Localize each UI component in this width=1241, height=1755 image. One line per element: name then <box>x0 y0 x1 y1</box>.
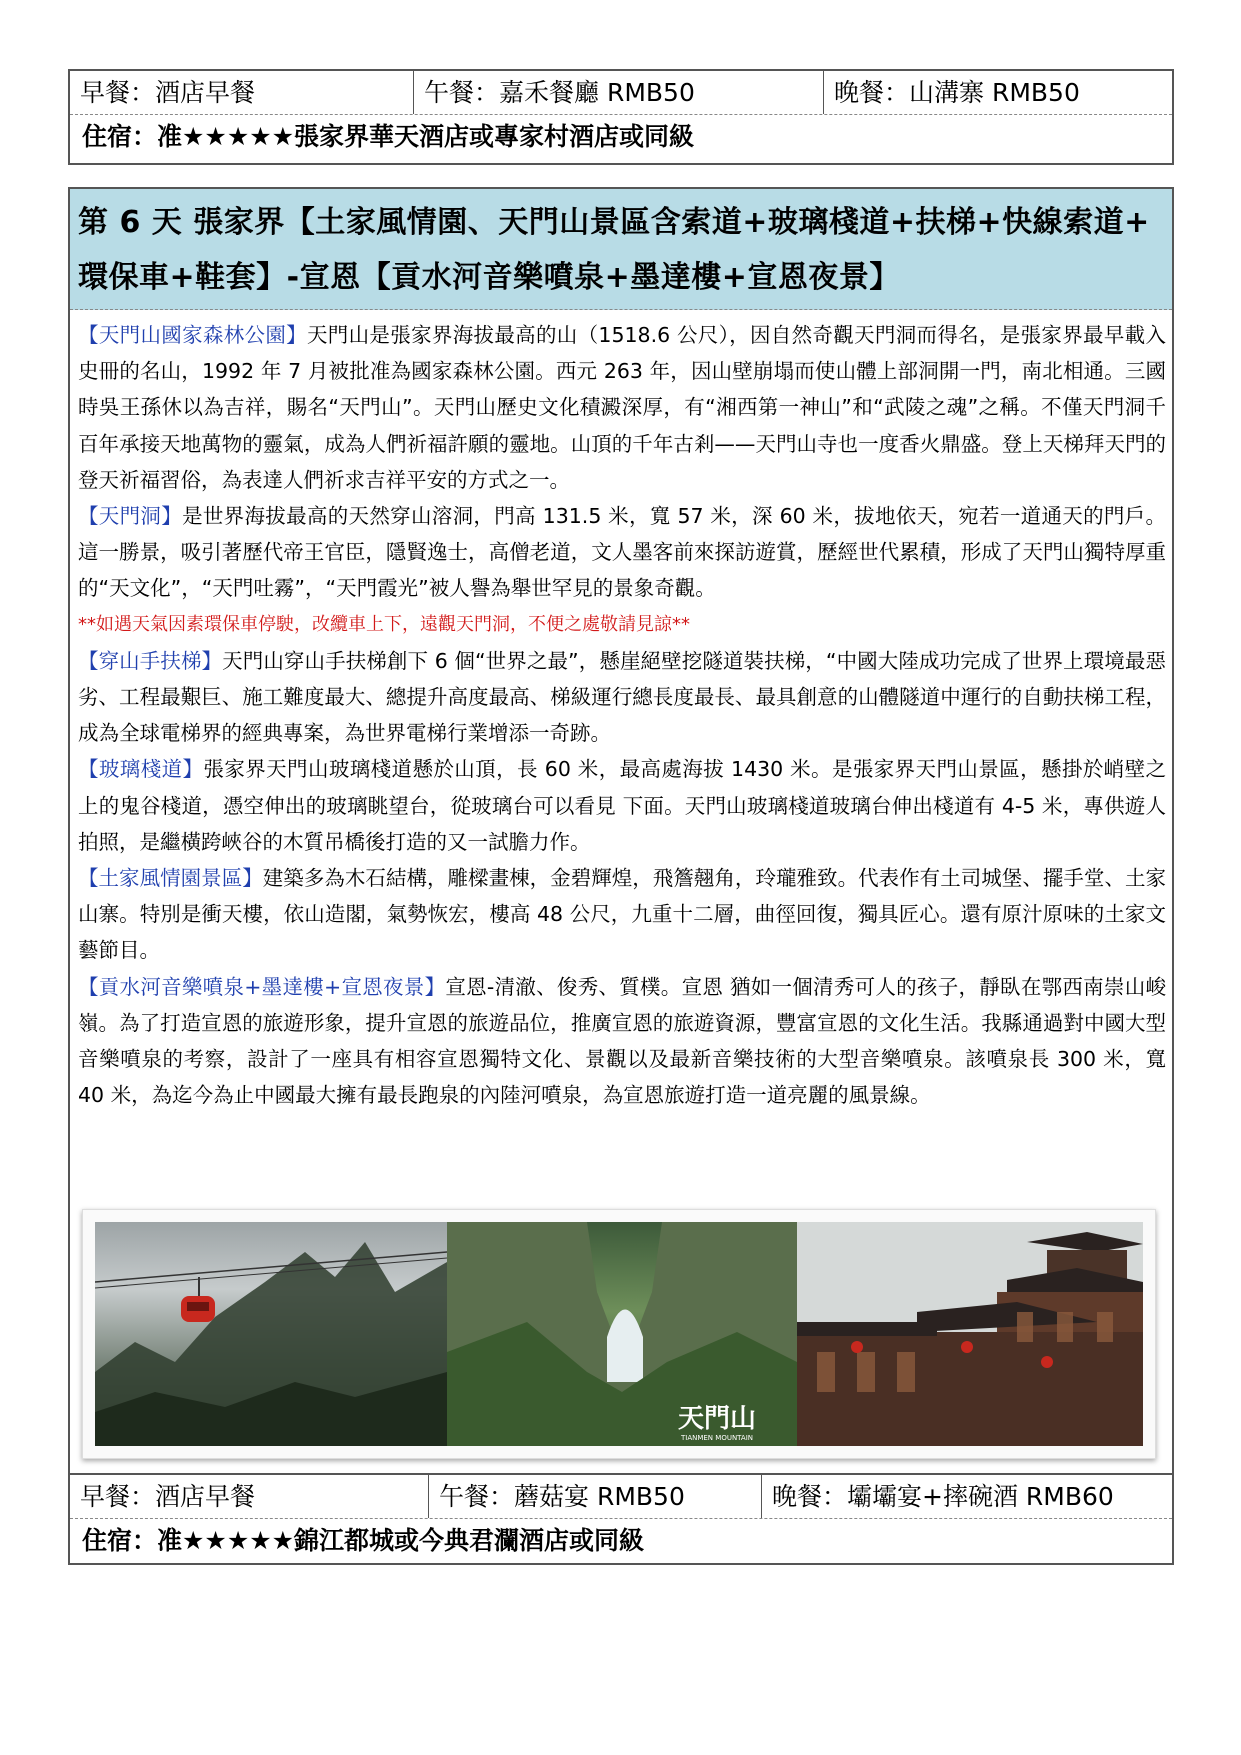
section-tujia-park <box>78 860 1166 969</box>
section-text: 天門山是張家界海拔最高的山（1518.6 公尺），因自然奇觀天門洞而得名，是張家界最早載入史冊的名山，1992 年 7 月被批准為國家森林公園。西元 263 年，因山壁崩塌而使山體上部洞開一門，南北相通。三國時吳王孫休以為吉祥，賜名“天門山”。天門山歷史文化積澱深厚，有“湘西第一神山”和“武陵之魂”之稱。不僅天門洞千百年承接天地萬物的靈氣，成為人們祈福許願的靈地。山頂的千年古剎——天門山寺也一度香火鼎盛。登上天梯拜天門的登天祈福習俗，為表達人們祈求吉祥平安的方式之一。 <box>78 323 1166 492</box>
day-title <box>70 189 1172 310</box>
cable-car-photo <box>95 1222 447 1446</box>
lunch-cell: 午餐：嘉禾餐廳 RMB50 <box>413 71 823 114</box>
section-tag: 【天門洞】 <box>78 504 183 529</box>
tujia-building-photo <box>797 1222 1143 1446</box>
section-tianmen-park <box>78 317 1166 498</box>
lunch-cell: 午餐：蘑菇宴 RMB50 <box>428 1475 761 1518</box>
dinner-cell: 晚餐：壩壩宴+摔碗酒 RMB60 <box>761 1475 1172 1518</box>
section-text: 張家界天門山玻璃棧道懸於山頂，長 60 米，最高處海拔 1430 米。是張家界天門山景區，懸掛於峭壁之上的鬼谷棧道，憑空伸出的玻璃眺望台，從玻璃台可以看見 下面。天門山玻璃棧道玻璃台伸出棧道有 4-5 米，專供遊人拍照，是繼橫跨峽谷的木質吊橋後打造的又一試膽力作。 <box>78 757 1166 854</box>
section-tag: 【土家風情園景區】 <box>78 866 263 891</box>
day-title-line-2: 環保車+鞋套】-宣恩【貢水河音樂噴泉+墨達樓+宣恩夜景】 <box>78 260 900 295</box>
photo-caption-small: TIANMEN MOUNTAIN <box>680 1434 754 1442</box>
lodging-row: 住宿：准★★★★★張家界華天酒店或專家村酒店或同級 <box>82 122 695 151</box>
day-6-meal-table <box>70 1473 1172 1563</box>
section-tianmen-cave <box>78 498 1166 607</box>
dinner-cell: 晚餐：山溝寨 RMB50 <box>823 71 1172 114</box>
section-text: 天門山穿山手扶梯創下 6 個“世界之最”，懸崖絕壁挖隧道裝扶梯，“中國大陸成功完成了世界上環境最惡劣、工程最艱巨、施工難度最大、總提升高度最高、梯級運行總長度最長、最具創意的山體隧道中運行的自動扶梯工程，成為全球電梯界的經典專案，為世界電梯行業增添一奇跡。 <box>78 648 1166 746</box>
section-tag: 【玻璃棧道】 <box>78 757 204 782</box>
meal-row <box>70 71 1172 115</box>
section-escalator <box>78 643 1166 752</box>
section-text: 是世界海拔最高的天然穿山溶洞，門高 131.5 米，寬 57 米，深 60 米，拔地依天，宛若一道通天的門戶。這一勝景，吸引著歷代帝王官臣，隱賢逸士，高僧老道，文人墨客前來探訪遊賞，歷經世代累積，形成了天門山獨特厚重的“天文化”，“天門吐霧”，“天門霞光”被人譽為舉世罕見的景象奇觀。 <box>78 504 1166 601</box>
day-description <box>70 310 1172 1113</box>
section-tag: 【穿山手扶梯】 <box>78 648 223 673</box>
section-tag: 【天門山國家森林公園】 <box>78 323 307 347</box>
tianmen-cave-photo <box>447 1222 797 1446</box>
breakfast-cell: 早餐：酒店早餐 <box>80 1482 256 1511</box>
section-text: 建築多為木石結構，雕樑畫棟，金碧輝煌，飛簷翹角，玲瓏雅致。代表作有土司城堡、擺手堂、土家山寨。特別是衝天樓，依山造閣，氣勢恢宏，樓高 48 公尺，九重十二層，曲徑回復，獨具匠心。還有原汁原味的土家文藝節目。 <box>78 866 1167 963</box>
section-text: 宣恩-清澈、俊秀、質樸。宣恩 猶如一個清秀可人的孩子，靜臥在鄂西南崇山峻嶺。為了打造宣恩的旅遊形象，提升宣恩的旅遊品位，推廣宣恩的旅遊資源，豐富宣恩的文化生活。我縣通過對中國大型音樂噴泉的考察，設計了一座具有相容宣恩獨特文化、景觀以及最新音樂技術的大型音樂噴泉。該噴泉長 300 米，寬 40 米，為迄今為止中國最大擁有最長跑泉的內陸河噴泉，為宣恩旅遊打造一道亮麗的風景線。 <box>78 974 1166 1108</box>
breakfast-cell: 早餐：酒店早餐 <box>80 78 256 107</box>
weather-warning: **如遇天氣因素環保車停駛，改纜車上下，遠觀天門洞，不便之處敬請見諒** <box>78 613 690 635</box>
day-6-itinerary <box>68 187 1174 1565</box>
meal-row <box>70 1475 1172 1519</box>
section-tag: 【貢水河音樂噴泉+墨達樓+宣恩夜景】 <box>78 974 446 999</box>
previous-day-meal-table <box>68 69 1174 165</box>
photo-caption: 天門山 <box>677 1404 757 1434</box>
photo-collage <box>82 1209 1156 1459</box>
lodging-row: 住宿：准★★★★★錦江都城或今典君瀾酒店或同級 <box>82 1526 645 1555</box>
day-title-line-1: 第 6 天 張家界【土家風情園、天門山景區含索道+玻璃棧道+扶梯+快線索道+ <box>78 205 1150 240</box>
section-xuanen <box>78 969 1166 1114</box>
section-glass-walkway <box>78 751 1166 860</box>
